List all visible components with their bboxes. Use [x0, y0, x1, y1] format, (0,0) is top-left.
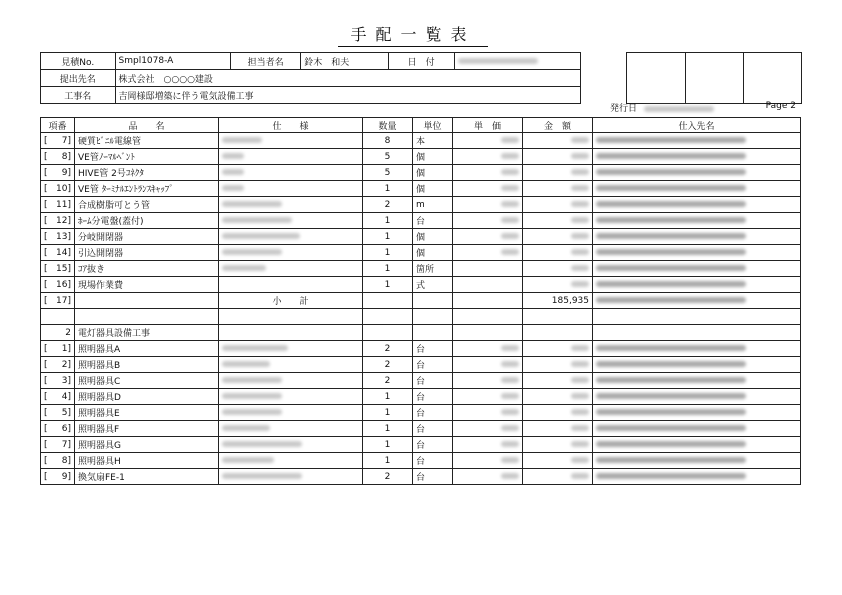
item-unit: 台	[413, 421, 453, 437]
item-name: 照明器具H	[75, 453, 219, 469]
redacted-value	[222, 345, 288, 351]
redacted-value	[222, 425, 270, 431]
redacted-value	[501, 393, 519, 399]
item-unit-price	[453, 133, 523, 149]
table-row	[41, 245, 801, 261]
item-number: [ 17]	[41, 293, 75, 309]
item-name: VE管 ﾀｰﾐﾅﾙｴﾝﾄﾗﾝｽｷｬｯﾌﾟ	[75, 181, 219, 197]
item-amount	[523, 437, 593, 453]
table-row	[41, 357, 801, 373]
estimate-no-value: Smpl1078-A	[115, 53, 231, 70]
item-quantity: 1	[363, 229, 413, 245]
redacted-value	[596, 409, 746, 415]
redacted-value	[222, 153, 244, 159]
item-spec	[219, 229, 363, 245]
item-quantity: 1	[363, 213, 413, 229]
item-quantity: 1	[363, 277, 413, 293]
column-header: 金 額	[523, 118, 593, 133]
order-table	[40, 117, 801, 485]
table-row	[41, 213, 801, 229]
item-supplier	[593, 309, 801, 325]
item-supplier	[593, 213, 801, 229]
item-unit: 台	[413, 469, 453, 485]
item-unit-price	[453, 389, 523, 405]
redacted-value	[596, 297, 746, 303]
item-spec	[219, 309, 363, 325]
issue-date-label: 発行日	[610, 104, 638, 114]
item-quantity: 8	[363, 133, 413, 149]
redacted-value	[596, 201, 746, 207]
item-unit: 個	[413, 229, 453, 245]
redacted-value	[571, 377, 589, 383]
person-label: 担当者名	[231, 53, 301, 70]
item-name	[75, 293, 219, 309]
redacted-value	[596, 153, 746, 159]
table-row	[41, 325, 801, 341]
redacted-value	[596, 249, 746, 255]
redacted-value	[222, 409, 282, 415]
table-row	[41, 293, 801, 309]
item-number: [ 7]	[41, 133, 75, 149]
redacted-value	[571, 249, 589, 255]
redacted-value	[571, 425, 589, 431]
redacted-value	[501, 409, 519, 415]
item-unit: 台	[413, 213, 453, 229]
item-name: 照明器具B	[75, 357, 219, 373]
item-name: 照明器具D	[75, 389, 219, 405]
item-quantity: 1	[363, 261, 413, 277]
item-amount	[523, 469, 593, 485]
item-spec	[219, 181, 363, 197]
item-unit-price	[453, 149, 523, 165]
item-spec	[219, 197, 363, 213]
item-supplier	[593, 421, 801, 437]
item-number: [ 5]	[41, 405, 75, 421]
item-amount	[523, 261, 593, 277]
item-unit-price	[453, 213, 523, 229]
redacted-value	[222, 265, 266, 271]
item-supplier	[593, 133, 801, 149]
item-unit: 個	[413, 149, 453, 165]
item-unit: 式	[413, 277, 453, 293]
page-number: Page 2	[765, 101, 796, 111]
item-name: ﾎｰﾑ分電盤(蓋付)	[75, 213, 219, 229]
item-amount	[523, 357, 593, 373]
item-unit: 箇所	[413, 261, 453, 277]
column-header: 項番	[41, 118, 75, 133]
redacted-value	[571, 137, 589, 143]
redacted-value	[571, 153, 589, 159]
item-supplier	[593, 293, 801, 309]
redacted-value	[571, 201, 589, 207]
item-unit-price	[453, 453, 523, 469]
item-amount	[523, 213, 593, 229]
redacted-value	[571, 393, 589, 399]
redacted-value	[571, 457, 589, 463]
item-number: [ 7]	[41, 437, 75, 453]
submit-to-label: 提出先名	[41, 70, 116, 87]
item-number: [ 12]	[41, 213, 75, 229]
redacted-value	[596, 233, 746, 239]
item-unit-price	[453, 373, 523, 389]
item-quantity: 2	[363, 357, 413, 373]
column-header: 仕 様	[219, 118, 363, 133]
column-header: 品 名	[75, 118, 219, 133]
redacted-value	[501, 233, 519, 239]
item-spec	[219, 453, 363, 469]
redacted-value	[596, 217, 746, 223]
item-number: [ 8]	[41, 453, 75, 469]
item-quantity: 1	[363, 389, 413, 405]
redacted-value	[222, 137, 262, 143]
item-quantity: 2	[363, 197, 413, 213]
item-name: HIVE管 2号ｺﾈｸﾀ	[75, 165, 219, 181]
project-value: 吉岡様邸増築に伴う電気設備工事	[115, 87, 580, 104]
redacted-value	[501, 361, 519, 367]
item-unit: 台	[413, 405, 453, 421]
redacted-value	[596, 361, 746, 367]
item-unit-price	[453, 325, 523, 341]
redacted-value	[222, 457, 274, 463]
redacted-value	[222, 185, 244, 191]
redacted-value	[501, 217, 519, 223]
item-unit: 台	[413, 453, 453, 469]
redacted-value	[596, 393, 746, 399]
item-name	[75, 309, 219, 325]
column-header: 単位	[413, 118, 453, 133]
item-spec	[219, 149, 363, 165]
issue-date-value	[644, 106, 714, 112]
item-supplier	[593, 149, 801, 165]
item-name: 現場作業費	[75, 277, 219, 293]
item-spec	[219, 165, 363, 181]
item-unit-price	[453, 261, 523, 277]
redacted-value	[501, 153, 519, 159]
item-unit	[413, 309, 453, 325]
item-supplier	[593, 197, 801, 213]
table-row	[41, 261, 801, 277]
item-unit: 台	[413, 389, 453, 405]
item-supplier	[593, 325, 801, 341]
item-name: 照明器具G	[75, 437, 219, 453]
item-unit-price	[453, 229, 523, 245]
redacted-value	[222, 361, 270, 367]
redacted-value	[501, 377, 519, 383]
redacted-value	[222, 201, 282, 207]
item-number: [ 3]	[41, 373, 75, 389]
item-quantity: 1	[363, 421, 413, 437]
item-supplier	[593, 229, 801, 245]
item-spec	[219, 405, 363, 421]
item-name: 引込開閉器	[75, 245, 219, 261]
redacted-value	[596, 441, 746, 447]
item-amount	[523, 453, 593, 469]
item-amount	[523, 197, 593, 213]
item-supplier	[593, 373, 801, 389]
item-number: [ 1]	[41, 341, 75, 357]
item-quantity: 1	[363, 405, 413, 421]
item-unit-price	[453, 245, 523, 261]
table-row	[41, 373, 801, 389]
item-unit	[413, 293, 453, 309]
table-row	[41, 181, 801, 197]
redacted-value	[222, 233, 300, 239]
redacted-value	[596, 473, 746, 479]
item-unit-price	[453, 421, 523, 437]
item-unit: 本	[413, 133, 453, 149]
item-amount	[523, 341, 593, 357]
item-name: 硬質ﾋﾞﾆﾙ電線管	[75, 133, 219, 149]
item-unit-price	[453, 437, 523, 453]
item-spec	[219, 469, 363, 485]
item-spec	[219, 341, 363, 357]
item-supplier	[593, 261, 801, 277]
item-spec	[219, 213, 363, 229]
table-row	[41, 405, 801, 421]
item-quantity: 5	[363, 149, 413, 165]
item-spec	[219, 325, 363, 341]
item-unit: 個	[413, 165, 453, 181]
item-name: 合成樹脂可とう管	[75, 197, 219, 213]
item-quantity: 1	[363, 181, 413, 197]
item-supplier	[593, 389, 801, 405]
item-amount	[523, 405, 593, 421]
item-supplier	[593, 437, 801, 453]
redacted-value	[596, 425, 746, 431]
item-unit: m	[413, 197, 453, 213]
date-label: 日 付	[388, 53, 454, 70]
item-quantity: 1	[363, 453, 413, 469]
table-row	[41, 389, 801, 405]
item-number	[41, 309, 75, 325]
redacted-value	[571, 345, 589, 351]
item-number: [ 6]	[41, 421, 75, 437]
redacted-value	[571, 169, 589, 175]
table-row	[41, 469, 801, 485]
redacted-value	[571, 217, 589, 223]
item-unit-price	[453, 341, 523, 357]
table-row	[41, 277, 801, 293]
item-number: [ 15]	[41, 261, 75, 277]
item-spec	[219, 245, 363, 261]
item-supplier	[593, 357, 801, 373]
item-supplier	[593, 341, 801, 357]
item-spec	[219, 357, 363, 373]
redacted-value	[222, 377, 282, 383]
item-amount	[523, 165, 593, 181]
item-name: 分岐開閉器	[75, 229, 219, 245]
item-supplier	[593, 453, 801, 469]
redacted-value	[501, 185, 519, 191]
item-amount	[523, 373, 593, 389]
redacted-value	[501, 441, 519, 447]
item-unit: 台	[413, 341, 453, 357]
item-name: ｺｱ抜き	[75, 261, 219, 277]
item-quantity: 1	[363, 437, 413, 453]
table-row	[41, 149, 801, 165]
item-spec	[219, 261, 363, 277]
item-amount	[523, 245, 593, 261]
table-row	[41, 341, 801, 357]
submit-to-value: 株式会社 ○○○○建設	[115, 70, 580, 87]
item-spec	[219, 389, 363, 405]
item-amount: 185,935	[523, 293, 593, 309]
item-unit-price	[453, 197, 523, 213]
redacted-value	[222, 217, 292, 223]
item-number: [ 8]	[41, 149, 75, 165]
item-name: 電灯器具設備工事	[75, 325, 219, 341]
item-supplier	[593, 277, 801, 293]
table-row	[41, 133, 801, 149]
approval-stamp-box	[626, 52, 802, 104]
table-row	[41, 197, 801, 213]
item-unit: 個	[413, 181, 453, 197]
redacted-value	[501, 457, 519, 463]
item-quantity: 2	[363, 341, 413, 357]
item-name: 照明器具A	[75, 341, 219, 357]
table-row	[41, 229, 801, 245]
redacted-value	[571, 441, 589, 447]
item-unit: 台	[413, 357, 453, 373]
redacted-value	[571, 281, 589, 287]
item-quantity	[363, 309, 413, 325]
issue-date-row	[610, 101, 800, 115]
item-number: [ 11]	[41, 197, 75, 213]
item-unit	[413, 325, 453, 341]
item-spec: 小 計	[219, 293, 363, 309]
item-number: 2	[41, 325, 75, 341]
item-name: 照明器具E	[75, 405, 219, 421]
redacted-value	[571, 265, 589, 271]
item-unit-price	[453, 277, 523, 293]
item-unit: 台	[413, 437, 453, 453]
item-amount	[523, 309, 593, 325]
item-quantity: 2	[363, 469, 413, 485]
table-row	[41, 165, 801, 181]
item-supplier	[593, 165, 801, 181]
item-quantity: 2	[363, 373, 413, 389]
item-quantity	[363, 325, 413, 341]
item-spec	[219, 133, 363, 149]
redacted-value	[222, 393, 282, 399]
item-name: 照明器具F	[75, 421, 219, 437]
item-unit-price	[453, 469, 523, 485]
item-unit-price	[453, 309, 523, 325]
redacted-value	[222, 169, 244, 175]
table-row	[41, 309, 801, 325]
column-header: 数量	[363, 118, 413, 133]
item-name: VE管ﾉｰﾏﾙﾍﾞﾝﾄ	[75, 149, 219, 165]
redacted-value	[571, 409, 589, 415]
item-unit-price	[453, 165, 523, 181]
item-quantity: 1	[363, 245, 413, 261]
item-supplier	[593, 245, 801, 261]
document-title: 手配一覧表	[338, 22, 488, 47]
redacted-value	[222, 441, 302, 447]
item-amount	[523, 229, 593, 245]
item-number: [ 16]	[41, 277, 75, 293]
redacted-value	[501, 249, 519, 255]
item-number: [ 13]	[41, 229, 75, 245]
person-value: 鈴木 和夫	[301, 53, 388, 70]
item-number: [ 9]	[41, 165, 75, 181]
redacted-value	[501, 201, 519, 207]
column-header-row	[41, 118, 801, 133]
column-header: 単 価	[453, 118, 523, 133]
item-name: 照明器具C	[75, 373, 219, 389]
item-number: [ 14]	[41, 245, 75, 261]
item-unit-price	[453, 181, 523, 197]
redacted-value	[571, 473, 589, 479]
redacted-value	[501, 169, 519, 175]
item-unit: 個	[413, 245, 453, 261]
redacted-value	[501, 137, 519, 143]
redacted-value	[596, 377, 746, 383]
item-unit-price	[453, 357, 523, 373]
project-label: 工事名	[41, 87, 116, 104]
date-value	[454, 53, 580, 70]
table-row	[41, 453, 801, 469]
redacted-value	[596, 185, 746, 191]
redacted-value	[596, 281, 746, 287]
redacted-value	[501, 345, 519, 351]
redacted-value	[501, 425, 519, 431]
item-supplier	[593, 405, 801, 421]
redacted-value	[222, 249, 282, 255]
redacted-value	[571, 233, 589, 239]
table-row	[41, 437, 801, 453]
table-row	[41, 421, 801, 437]
item-amount	[523, 149, 593, 165]
item-number: [ 2]	[41, 357, 75, 373]
estimate-no-label: 見積No.	[41, 53, 116, 70]
redacted-value	[596, 137, 746, 143]
item-unit-price	[453, 405, 523, 421]
item-supplier	[593, 469, 801, 485]
redacted-value	[571, 185, 589, 191]
item-amount	[523, 277, 593, 293]
redacted-value	[596, 345, 746, 351]
column-header: 仕入先名	[593, 118, 801, 133]
item-number: [ 10]	[41, 181, 75, 197]
redacted-value	[596, 169, 746, 175]
item-spec	[219, 373, 363, 389]
item-spec	[219, 421, 363, 437]
item-unit: 台	[413, 373, 453, 389]
item-unit-price	[453, 293, 523, 309]
redacted-value	[501, 473, 519, 479]
header-table	[40, 52, 581, 104]
item-number: [ 9]	[41, 469, 75, 485]
item-name: 換気扇FE-1	[75, 469, 219, 485]
item-amount	[523, 389, 593, 405]
item-quantity: 5	[363, 165, 413, 181]
redacted-value	[571, 361, 589, 367]
item-spec	[219, 437, 363, 453]
redacted-value	[596, 265, 746, 271]
item-amount	[523, 133, 593, 149]
redacted-value	[596, 457, 746, 463]
item-quantity	[363, 293, 413, 309]
item-number: [ 4]	[41, 389, 75, 405]
item-spec	[219, 277, 363, 293]
item-amount	[523, 325, 593, 341]
redacted-value	[222, 473, 302, 479]
item-amount	[523, 181, 593, 197]
item-supplier	[593, 181, 801, 197]
item-amount	[523, 421, 593, 437]
